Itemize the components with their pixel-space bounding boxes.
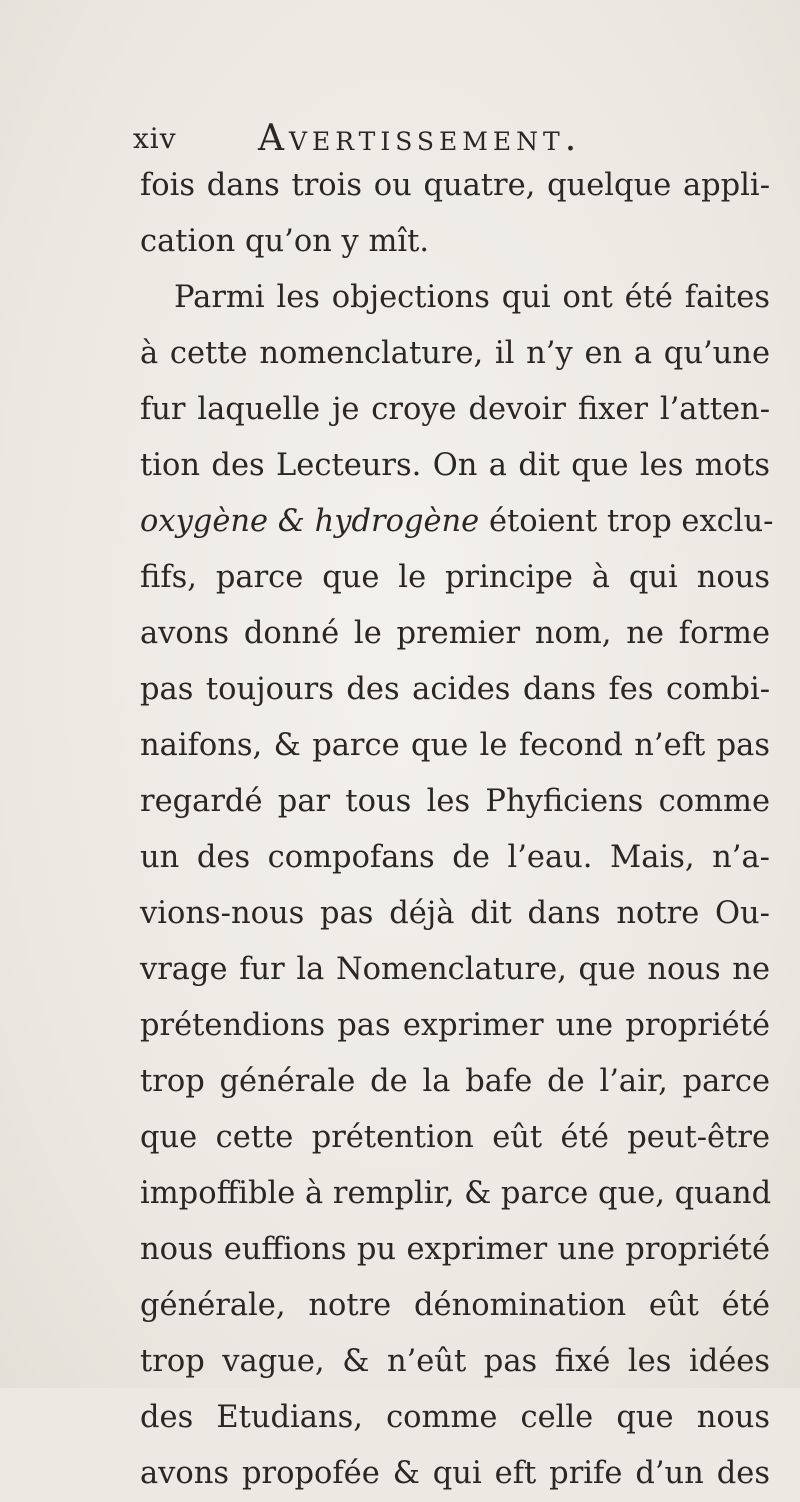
text-line: naifons, & parce que le fecond n’eft pas (140, 728, 770, 763)
text-line: prétendions pas exprimer une propriété (140, 1008, 770, 1043)
term-hydrogene: hydrogène (314, 504, 480, 539)
text-line: regardé par tous les Phyficiens comme (140, 784, 770, 819)
text-line: avons donné le premier nom, ne forme (140, 616, 770, 651)
text-line: vrage fur la Nomenclature, que nous ne (140, 952, 770, 987)
text-line: trop vague, & n’eût pas fixé les idées (140, 1344, 770, 1379)
text-line: tion des Lecteurs. On a dit que les mots (140, 448, 770, 483)
text-line: des Etudians, comme celle que nous (140, 1400, 770, 1435)
text-line: fur laquelle je croye devoir fixer l’atten- (140, 392, 770, 427)
text-line: avons propofée & qui eft prife d’un des (140, 1456, 770, 1491)
text-line: à cette nomenclature, il n’y en a qu’une (140, 336, 770, 371)
text-line: impoffible à remplir, & parce que, quand (140, 1176, 772, 1211)
page-header (133, 118, 733, 158)
text-line: que cette prétention eût été peut-être (140, 1120, 770, 1155)
text-line: cation qu’on y mît. (140, 224, 430, 259)
text-line: nous euffions pu exprimer une propriété (140, 1232, 770, 1267)
body-text (140, 158, 774, 1502)
text-line: vions-nous pas déjà dit dans notre Ou- (140, 896, 770, 931)
term-oxygene: oxygène (140, 504, 269, 539)
running-title: Avertissement. (258, 118, 582, 159)
text-line (140, 550, 770, 606)
text-line: fois dans trois ou quatre, quelque appli- (140, 168, 770, 203)
text-line: un des compofans de l’eau. Mais, n’a- (140, 840, 770, 875)
text-line-italic-terms (140, 494, 774, 550)
text-line: pas toujours des acides dans fes combi- (140, 672, 770, 707)
text-line: générale, notre dénomination eût été (140, 1288, 770, 1323)
text-line: Parmi les objections qui ont été faites (174, 280, 770, 315)
line-start: fifs, (140, 560, 197, 595)
page-number: xiv (133, 122, 177, 155)
line-rest: étoient trop exclu- (488, 504, 774, 539)
text-line: trop générale de la bafe de l’air, parce (140, 1064, 770, 1099)
ampersand: & (277, 504, 305, 539)
line-rest: parce que le principe à qui nous (215, 560, 771, 595)
